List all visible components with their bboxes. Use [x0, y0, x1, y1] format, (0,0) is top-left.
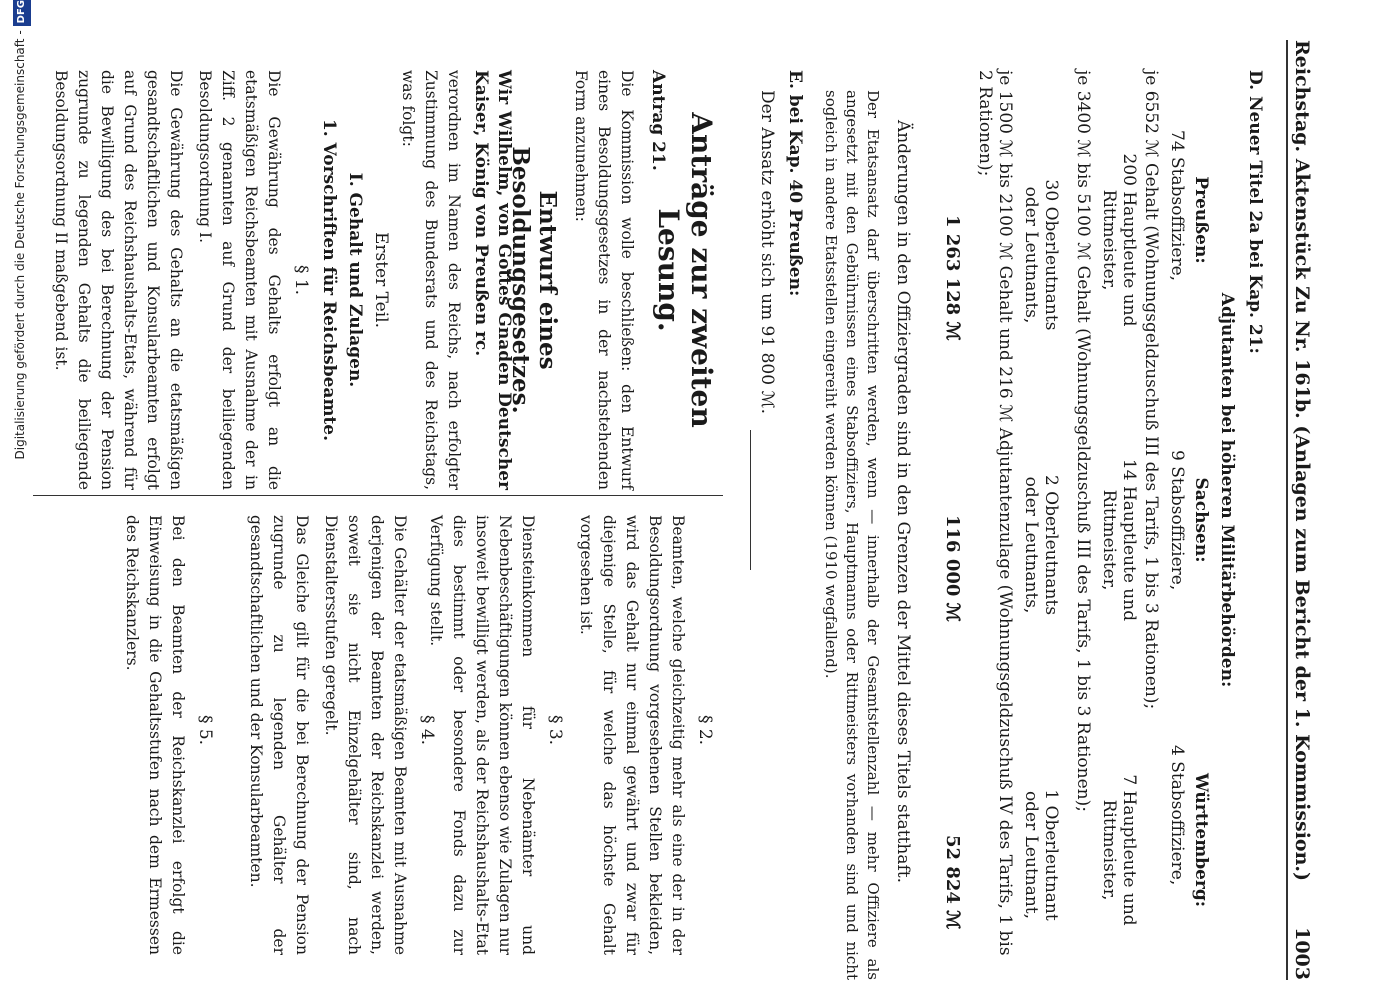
- total-saxony: 116 000 ℳ: [942, 515, 963, 622]
- row-3-wuerttemberg: 7 Hauptleute und Rittmeister,: [1099, 774, 1139, 926]
- paragraph-3: Diensteinkommen für Nebenämter und Nebenbeschäftigungen können ebenso wie Zulagen nur insoweit bewilligt werden, als der Reichshaushalts-Etat dies bestimmt oder besondere Fonds dazu zur Verfügung stellt.: [427, 515, 537, 955]
- paragraph-1-title: § 1.: [291, 264, 311, 296]
- row-2-salary: je 6552 ℳ Gehalt (Wohnungsgeldzuschuß III des Tarifs, 1 bis 3 Rationen);: [1141, 70, 1161, 710]
- paragraph-5: Bei den Beamten der Reichskanzlei erfolgt die Einweisung in die Gehaltsstufen nach dem Ermessen des Reichskanzlers.: [123, 515, 187, 955]
- paragraph-1-b: Die Gewährung des Gehalts an die etatsmäßigen gesandtschaftlichen und Konsularbeamten erfolgt auf Grund des Reichshaushalts-Etats, während für die Bewilligung des bei Berechnung der Pension zugrunde zu legenden Gehalts die beiliegende Besoldungsordnung II maßgebend ist.: [52, 70, 185, 490]
- page-header: Reichstag. Aktenstück Zu Nr. 161b. (Anlagen zum Bericht der 1. Kommission.): [1291, 40, 1313, 882]
- abschnitt-gehalt: I. Gehalt und Zulagen.: [345, 172, 365, 388]
- state-wuerttemberg: Württemberg:: [1191, 772, 1211, 908]
- row-5-wuerttemberg: 1 Oberleutnant oder Leutnant,: [1021, 789, 1061, 921]
- row-6-salary: je 1500 ℳ bis 2100 ℳ Gehalt und 216 ℳ Adjutantenzulage (Wohnungsgeldzuschuß IV des Tarifs, 1 bis 2 Rationen);: [975, 70, 1015, 956]
- state-saxony: Sachsen:: [1191, 477, 1211, 563]
- antrag-number: Antrag 21.: [648, 70, 668, 171]
- row-5-prussia: 30 Oberleutnants oder Leutnants,: [1021, 179, 1061, 331]
- paragraph-4-b: Das Gleiche gilt für die bei Berechnung der Pension zugrunde zu legenden Gehälter der gesandtschaftlichen und der Konsularbeamten.: [247, 515, 311, 955]
- paragraph-2: Beamten, welche gleichzeitig mehr als eine der in der Besoldungsordnung vorgesehenen Stellen bekleiden, wird das Gehalt nur einmal gewährt und zwar für diejenige Stelle, für welche das höchste Gehalt vorgesehen ist.: [577, 515, 687, 955]
- row-3-saxony: 14 Hauptleute und Rittmeister,: [1099, 458, 1139, 622]
- row-1-prussia: 74 Stabsoffiziere,: [1167, 130, 1187, 282]
- header-rule: [1286, 40, 1288, 980]
- row-1-wuerttemberg: 4 Stabsoffiziere,: [1167, 745, 1187, 886]
- entwurf-title: Entwurf eines Besoldungsgesetzes.: [507, 146, 561, 414]
- antrag-intro: Die Kommission wolle beschließen: den Entwurf eines Besoldungsgesetzes in der nachstehenden Form anzunehmen:: [572, 70, 636, 490]
- state-prussia: Preußen:: [1191, 176, 1211, 264]
- section-rule: [750, 430, 751, 570]
- dfg-logo: DFG: [13, 0, 31, 26]
- paragraph-5-title: § 5.: [195, 714, 215, 746]
- page-number: 1003: [1291, 927, 1313, 980]
- paragraph-4-title: § 4.: [417, 714, 437, 746]
- section-e-title: E. bei Kap. 40 Preußen:: [785, 70, 805, 297]
- paragraph-4-a: Die Gehälter der etatsmäßigen Beamten mit Ausnahme derjenigen der Beamten der Reichskanzlei werden, soweit sie nicht Einzelgehälter sind, nach Dienstaltersstufen geregelt.: [322, 515, 409, 955]
- credit-text: Digitalisierung gefördert durch die Deutsche Forschungsgemeinschaft -: [13, 30, 27, 460]
- erster-teil: Erster Teil.: [371, 231, 391, 329]
- section-d-title: D. Neuer Titel 2a bei Kap. 21:: [1245, 70, 1265, 354]
- verordnen-text: verordnen im Namen des Reichs, nach erfolgter Zustimmung des Bundesrats und des Reichstags, was folgt:: [399, 70, 463, 490]
- paragraph-2-title: § 2.: [695, 714, 715, 746]
- changes-text: Änderungen in den Offiziergraden sind in den Grenzen der Mittel dieses Titels statthaft.: [893, 120, 913, 883]
- paragraph-3-title: § 3.: [545, 714, 565, 746]
- antraege-title: Anträge zur zweiten Lesung.: [652, 112, 718, 428]
- note-text: Der Etatsansatz darf überschritten werden, wenn — innerhalb der Gesamtstellenzahl — mehr Offiziere als angesetzt mit den Gebührnissen eines Stabsoffiziers, Hauptmanns oder Rittmeisters vorhanden sind und nicht sogleich in andere Etatsstellen eingereiht werden können (1910 wegfallend).: [822, 90, 882, 980]
- row-3-prussia: 200 Hauptleute und Rittmeister,: [1099, 153, 1139, 327]
- vorschriften-reichsbeamte: 1. Vorschriften für Reichsbeamte.: [319, 118, 339, 442]
- row-4-salary: je 3400 ℳ bis 5100 ℳ Gehalt (Wohnungsgeldzuschuß III des Tarifs, 1 bis 3 Rationen);: [1073, 70, 1093, 812]
- total-prussia: 1 263 128 ℳ: [942, 215, 963, 341]
- section-d-subtitle: Adjutanten bei höheren Militärbehörden:: [1217, 292, 1237, 688]
- row-5-saxony: 2 Oberleutnants oder Leutnants,: [1021, 474, 1061, 616]
- column-divider: [33, 495, 723, 496]
- section-e-text: Der Ansatz erhöht sich um 91 800 ℳ.: [757, 90, 777, 415]
- wir-wilhelm: Wir Wilhelm, von Gottes Gnaden Deutscher Kaiser, König von Preußen rc.: [471, 70, 514, 490]
- paragraph-1-a: Die Gewährung des Gehalts erfolgt an die etatsmäßigen Reichsbeamten mit Ausnahme der in Ziff. 2 genannten auf Grund der beiliegenden Besoldungsordnung I.: [196, 70, 283, 490]
- total-wuerttemberg: 52 824 ℳ: [942, 835, 963, 930]
- row-1-saxony: 9 Stabsoffiziere,: [1167, 450, 1187, 591]
